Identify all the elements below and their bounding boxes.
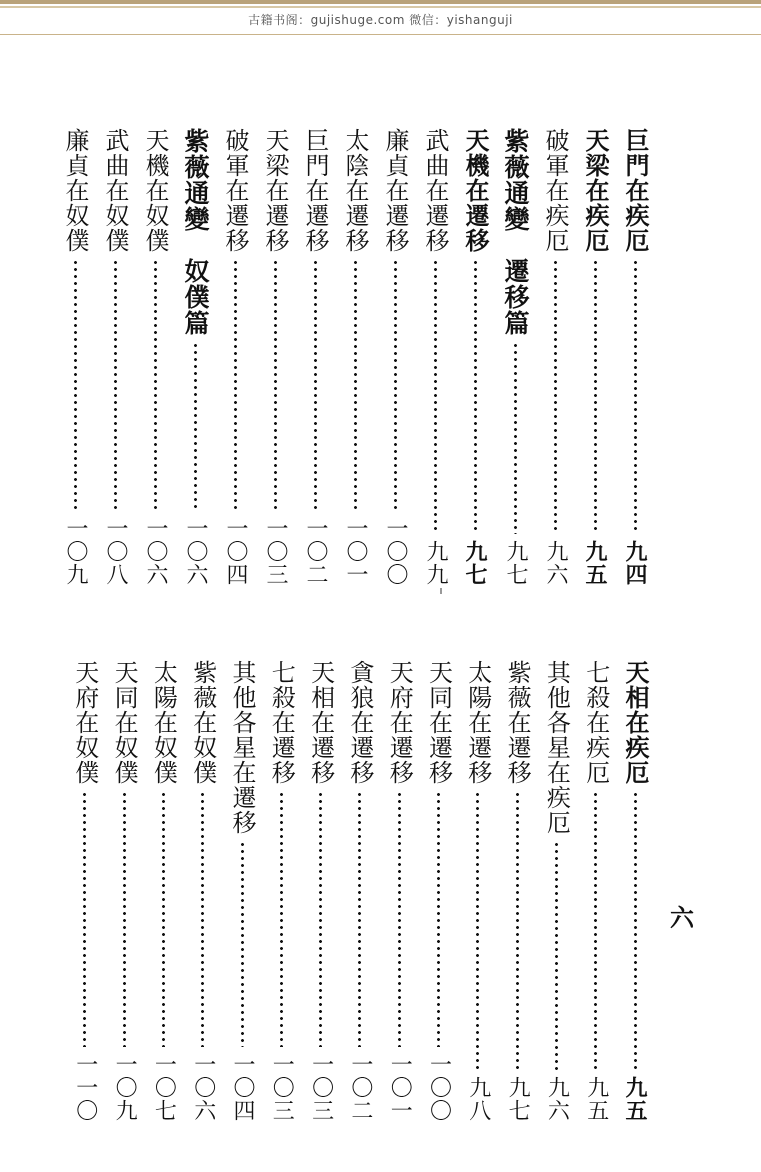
leader-dots [437, 791, 440, 1047]
leader-dots [358, 791, 361, 1047]
leader-dots [280, 791, 283, 1047]
toc-entry [187, 660, 219, 1122]
toc-entry [539, 128, 571, 586]
toc-entry-page: 九八 [465, 1076, 491, 1122]
toc-entry-page: 九七 [505, 1076, 531, 1122]
toc-entry-page: 一〇〇 [426, 1053, 452, 1122]
toc-entry [344, 660, 376, 1122]
toc-entry-title: 紫薇在遷移 [503, 660, 532, 785]
toc-entry-title: 其他各星在疾厄 [542, 660, 571, 835]
toc-entry-title: 紫薇通變 奴僕篇 [181, 128, 210, 336]
leader-dots [274, 259, 277, 511]
toc-entry [619, 660, 651, 1122]
toc-entry-title: 天府在奴僕 [70, 660, 99, 785]
toc-entry-page: 一〇六 [190, 1053, 216, 1122]
toc-entry [423, 660, 455, 1122]
toc-entry-page: 一一〇 [72, 1053, 98, 1122]
leader-dots [398, 791, 401, 1047]
toc-entry-title: 紫薇在奴僕 [188, 660, 217, 785]
leader-dots [354, 259, 357, 511]
toc-entry [339, 128, 371, 586]
scan-speck [440, 588, 442, 594]
toc-entry-title: 天梁在遷移 [261, 128, 289, 253]
toc-entry-title: 廉貞在遷移 [381, 128, 409, 253]
toc-entry-page: 一〇四 [230, 1053, 255, 1122]
toc-entry [501, 660, 533, 1122]
leader-dots [594, 791, 597, 1070]
leader-dots [74, 259, 77, 511]
toc-entry [579, 128, 611, 586]
toc-entry-title: 太陽在遷移 [463, 660, 492, 785]
toc-entry-title: 廉貞在奴僕 [61, 128, 89, 253]
toc-entry [69, 660, 101, 1122]
toc-entry [419, 128, 451, 586]
toc-entry-page: 一〇六 [183, 517, 208, 586]
toc-entry-page: 一〇四 [223, 517, 248, 586]
toc-entry-page: 一〇〇 [383, 517, 408, 586]
toc-entry [462, 660, 494, 1122]
toc-entry [499, 128, 531, 586]
toc-entry-title: 巨門在疾厄 [621, 128, 650, 253]
toc-entry [305, 660, 337, 1122]
page-number: 六 [670, 903, 694, 932]
toc-entry-title: 其他各星在遷移 [228, 660, 256, 835]
toc-entry-page: 一〇七 [151, 1053, 177, 1122]
header-stripe-thin [0, 6, 761, 8]
toc-entry [139, 128, 171, 586]
toc-entry-title: 太陰在遷移 [341, 128, 369, 253]
toc-entry [383, 660, 415, 1122]
toc-entry [580, 660, 612, 1122]
toc-entry-page: 一〇九 [63, 517, 88, 586]
toc-entry [379, 128, 411, 586]
toc-entry-title: 破軍在疾厄 [541, 128, 569, 253]
leader-dots [476, 791, 479, 1070]
toc-entry [108, 660, 140, 1122]
toc-entry-title: 貪狼在遷移 [345, 660, 374, 785]
toc-entry-title: 武曲在奴僕 [101, 128, 129, 253]
toc-entry-title: 七殺在遷移 [267, 660, 296, 785]
toc-entry-title: 紫薇通變 遷移篇 [501, 128, 530, 336]
toc-entry [59, 128, 91, 586]
toc-entry-page: 九六 [544, 1076, 570, 1122]
toc-entry-page: 一〇三 [263, 517, 288, 586]
toc-entry-page: 一〇二 [347, 1053, 373, 1122]
leader-dots [319, 791, 322, 1047]
toc-entry-title: 破軍在遷移 [221, 128, 249, 253]
leader-dots [516, 791, 519, 1070]
toc-entry [619, 128, 651, 586]
toc-entry-title: 巨門在遷移 [301, 128, 329, 253]
toc-entry-title: 天同在遷移 [424, 660, 453, 785]
leader-dots [241, 841, 244, 1047]
toc-entry-title: 武曲在遷移 [421, 128, 449, 253]
leader-dots [434, 259, 437, 534]
toc-entry [540, 660, 572, 1122]
toc-entry [226, 660, 258, 1122]
toc-entry-page: 一〇一 [343, 517, 368, 586]
toc-entry-title: 天機在遷移 [461, 128, 490, 253]
toc-entry [99, 128, 131, 586]
toc-entry-page: 一〇一 [387, 1053, 413, 1122]
toc-entry-page: 一〇六 [143, 517, 168, 586]
leader-dots [201, 791, 204, 1047]
header-bar [0, 0, 761, 35]
leader-dots [634, 259, 637, 534]
leader-dots [514, 342, 517, 534]
leader-dots [555, 841, 558, 1070]
leader-dots [474, 259, 477, 534]
leader-dots [194, 342, 197, 511]
leader-dots [234, 259, 237, 511]
toc-entry-title: 天相在遷移 [306, 660, 335, 785]
toc-entry-page: 九九 [423, 540, 448, 586]
toc-entry-title: 天同在奴僕 [110, 660, 139, 785]
toc-entry [459, 128, 491, 586]
leader-dots [554, 259, 557, 534]
leader-dots [394, 259, 397, 511]
leader-dots [114, 259, 117, 511]
toc-entry-page: 一〇二 [303, 517, 328, 586]
toc-entry-page: 一〇八 [103, 517, 128, 586]
toc-entry [299, 128, 331, 586]
toc-entry [147, 660, 179, 1122]
header-stripe [0, 0, 761, 4]
toc-entry-title: 七殺在疾厄 [581, 660, 610, 785]
toc-entry-page: 九五 [622, 1076, 648, 1122]
toc-entry [265, 660, 297, 1122]
leader-dots [154, 259, 157, 511]
toc-entry-title: 天相在疾厄 [621, 660, 650, 785]
toc-entry-page: 九七 [462, 540, 488, 586]
toc-entry [179, 128, 211, 586]
toc-entry-title: 太陽在奴僕 [149, 660, 178, 785]
leader-dots [314, 259, 317, 511]
toc-entry-page: 九六 [543, 540, 568, 586]
toc-entry-page: 九五 [583, 1076, 609, 1122]
toc-entry-page: 一〇九 [112, 1053, 138, 1122]
leader-dots [162, 791, 165, 1047]
leader-dots [634, 791, 637, 1070]
toc-entry-page: 九四 [622, 540, 648, 586]
toc-entry-page: 九五 [582, 540, 608, 586]
leader-dots [83, 791, 86, 1047]
toc-entry-page: 一〇三 [308, 1053, 334, 1122]
toc-entry-title: 天梁在疾厄 [581, 128, 610, 253]
toc-entry [219, 128, 251, 586]
leader-dots [594, 259, 597, 534]
source-watermark: 古籍书阁：gujishuge.com 微信：yishanguji [248, 13, 513, 27]
toc-entry-title: 天府在遷移 [385, 660, 414, 785]
leader-dots [123, 791, 126, 1047]
toc-entry-page: 一〇三 [269, 1053, 295, 1122]
toc-entry-title: 天機在奴僕 [141, 128, 169, 253]
toc-entry-page: 九七 [503, 540, 528, 586]
toc-entry [259, 128, 291, 586]
